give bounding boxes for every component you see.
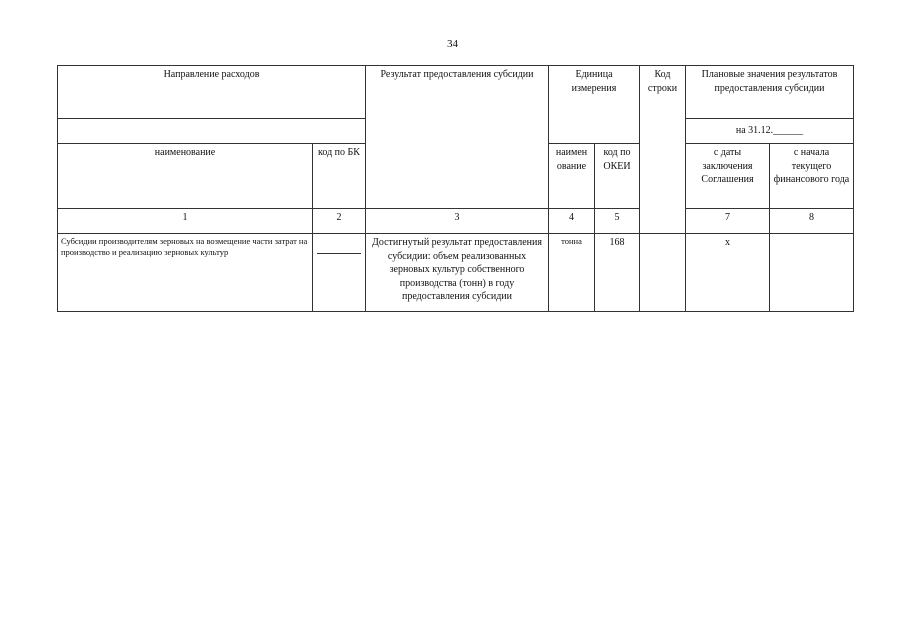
subsidy-results-table: [57, 65, 854, 312]
page-number: 34: [447, 38, 458, 50]
bk-code-dash: [317, 253, 361, 254]
header-name: наименование: [58, 144, 313, 209]
column-number-1: 1: [58, 209, 313, 234]
row-from-agreement: х: [686, 234, 770, 312]
row-from-year-start: [770, 234, 854, 312]
header-okei-code: код по ОКЕИ: [595, 144, 640, 209]
table-row: [58, 234, 854, 312]
row-result: Достигнутый результат предоставления субсидии: объем реализованных зерновых культур собственного производства (тонн) в году предоставления субсидии: [366, 234, 549, 312]
header-unit-name: наимен ование: [549, 144, 595, 209]
column-number-8: 8: [770, 209, 854, 234]
row-unit: тонна: [549, 234, 595, 312]
row-line-code: [640, 234, 686, 312]
header-line-code: Код строки: [640, 66, 686, 234]
row-bk-code: [313, 234, 366, 312]
column-number-5: 5: [595, 209, 640, 234]
row-name: Субсидии производителям зерновых на возмещение части затрат на производство и реализацию зерновых культур: [58, 234, 313, 312]
header-direction-spacer: [58, 119, 366, 144]
header-planned: Плановые значения результатов предоставления субсидии: [686, 66, 854, 119]
header-from-agreement: с даты заключения Соглашения: [686, 144, 770, 209]
header-unit: Единица измерения: [549, 66, 640, 144]
header-from-year-start: с начала текущего финансового года: [770, 144, 854, 209]
header-result: Результат предоставления субсидии: [366, 66, 549, 209]
header-direction: Направление расходов: [58, 66, 366, 119]
column-number-7: 7: [686, 209, 770, 234]
row-okei: 168: [595, 234, 640, 312]
header-planned-date: на 31.12.______: [686, 119, 854, 144]
column-number-4: 4: [549, 209, 595, 234]
header-bk-code: код по БК: [313, 144, 366, 209]
column-number-2: 2: [313, 209, 366, 234]
column-number-3: 3: [366, 209, 549, 234]
